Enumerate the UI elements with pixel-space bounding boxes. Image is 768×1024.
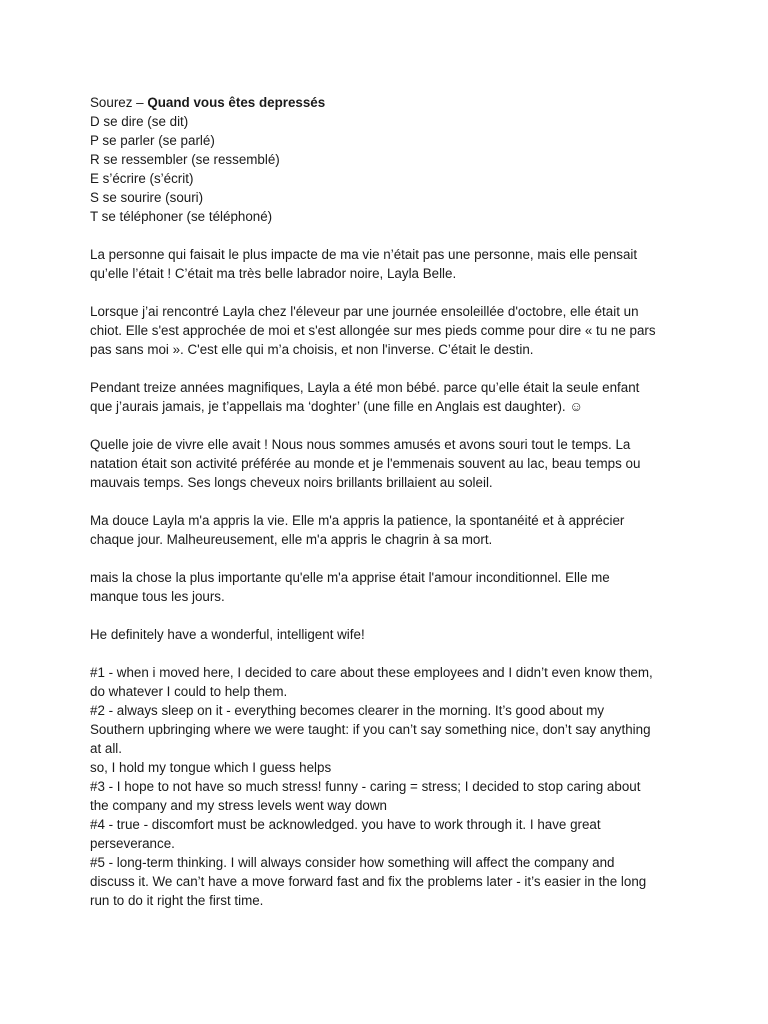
title-prefix: Sourez – (90, 95, 148, 110)
note-line: Southern upbringing where we were taught: if you can’t say something nice, don’t say anything (90, 722, 651, 737)
document-title: Quand vous êtes depressés (147, 95, 326, 110)
document-title-line (90, 93, 690, 112)
note-line: the company and my stress levels went way down (90, 798, 387, 813)
note-line: #4 - true - discomfort must be acknowledged. you have to work through it. I have great (90, 817, 601, 832)
acrostic-line: E s’écrire (s’écrit) (90, 171, 194, 186)
acrostic-line: D se dire (se dit) (90, 114, 189, 129)
paragraph-line: La personne qui faisait le plus impacte de ma vie n’était pas une personne, mais elle pensait (90, 247, 638, 262)
paragraph (90, 378, 690, 416)
paragraph-line: Pendant treize années magnifiques, Layla a été mon bébé. parce qu’elle était la seule enfant (90, 380, 640, 395)
paragraph (90, 625, 690, 644)
paragraph (90, 435, 690, 492)
document-page (90, 93, 690, 929)
paragraph-line: manque tous les jours. (90, 589, 225, 604)
note-line: #3 - I hope to not have so much stress! funny - caring = stress; I decided to stop caring about (90, 779, 641, 794)
paragraph (90, 511, 690, 549)
note-line: at all. (90, 741, 123, 756)
paragraph-line: chiot. Elle s'est approchée de moi et s'est allongée sur mes pieds comme pour dire « tu ne pars (90, 323, 656, 338)
note-line: perseverance. (90, 836, 175, 851)
paragraph-line: Quelle joie de vivre elle avait ! Nous nous sommes amusés et avons souri tout le temps. La (90, 437, 631, 452)
acrostic-line: P se parler (se parlé) (90, 133, 215, 148)
paragraph-line: mauvais temps. Ses longs cheveux noirs brillants brillaient au soleil. (90, 475, 493, 490)
paragraph-line: Ma douce Layla m'a appris la vie. Elle m'a appris la patience, la spontanéité et à apprécier (90, 513, 625, 528)
notes-list (90, 663, 690, 910)
acrostic-line: R se ressembler (se ressemblé) (90, 152, 280, 167)
paragraph (90, 302, 690, 359)
paragraph-line: mais la chose la plus importante qu'elle m'a apprise était l'amour inconditionnel. Elle me (90, 570, 610, 585)
paragraph-line: chaque jour. Malheureusement, elle m'a appris le chagrin à sa mort. (90, 532, 493, 547)
paragraph-line: pas sans moi ». C'est elle qui m’a choisis, et non l'inverse. C’était le destin. (90, 342, 534, 357)
note-line: so, I hold my tongue which I guess helps (90, 760, 332, 775)
note-line: #2 - always sleep on it - everything becomes clearer in the morning. It’s good about my (90, 703, 605, 718)
paragraph-line: Lorsque j’ai rencontré Layla chez l'éleveur par une journée ensoleillée d'octobre, elle était un (90, 304, 639, 319)
paragraph-line: natation était son activité préférée au monde et je l'emmenais souvent au lac, beau temps ou (90, 456, 641, 471)
note-line: do whatever I could to help them. (90, 684, 288, 699)
paragraph (90, 568, 690, 606)
note-line: #1 - when i moved here, I decided to care about these employees and I didn’t even know them, (90, 665, 653, 680)
acrostic-line: T se téléphoner (se téléphoné) (90, 209, 273, 224)
note-line: run to do it right the first time. (90, 893, 264, 908)
paragraph-line: He definitely have a wonderful, intelligent wife! (90, 627, 365, 642)
note-line: discuss it. We can’t have a move forward fast and fix the problems later - it’s easier in the long (90, 874, 647, 889)
acrostic-line: S se sourire (souri) (90, 190, 204, 205)
paragraph-line: qu’elle l’était ! C’était ma très belle labrador noire, Layla Belle. (90, 266, 457, 281)
acrostic-block (90, 93, 690, 226)
note-line: #5 - long-term thinking. I will always consider how something will affect the company and (90, 855, 615, 870)
paragraph (90, 245, 690, 283)
paragraph-line: que j’aurais jamais, je t’appellais ma ‘doghter’ (une fille en Anglais est daughter). ☺ (90, 399, 584, 414)
